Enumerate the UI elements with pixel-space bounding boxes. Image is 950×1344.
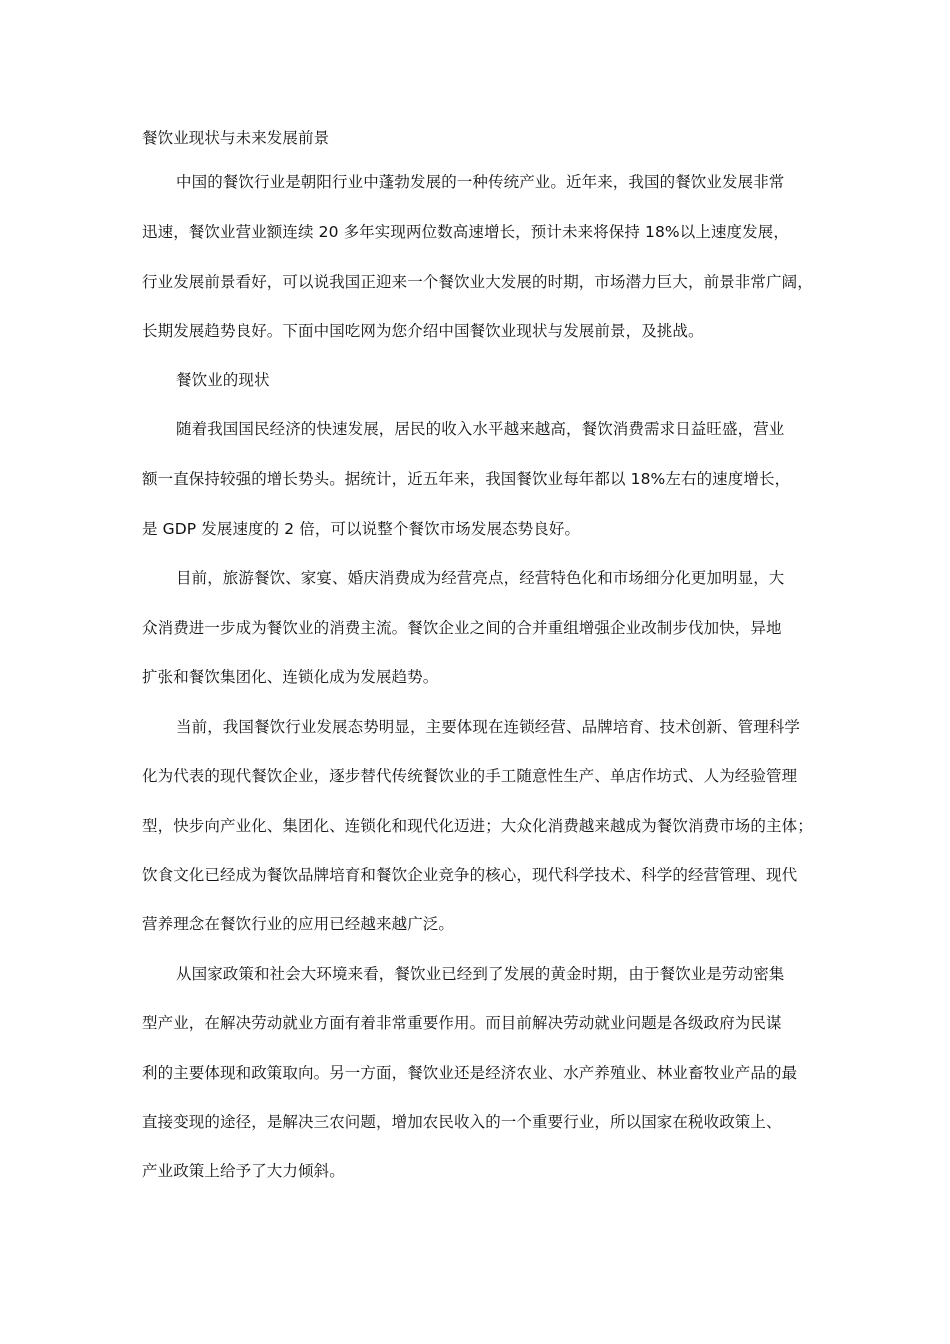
paragraph-line: 中国的餐饮行业是朝阳行业中蓬勃发展的一种传统产业。近年来，我国的餐饮业发展非常: [176, 173, 785, 191]
paragraph-line: 营养理念在餐饮行业的应用已经越来越广泛。: [142, 915, 455, 933]
paragraph-line: 利的主要体现和政策取向。另一方面，餐饮业还是经济农业、水产养殖业、林业畜牧业产品的最: [142, 1064, 798, 1082]
paragraph-line: 额一直保持较强的增长势头。据统计，近五年来，我国餐饮业每年都以 18%左右的速度增长，: [142, 470, 791, 488]
paragraph-line: 扩张和餐饮集团化、连锁化成为发展趋势。: [142, 668, 439, 686]
paragraph-line: 目前，旅游餐饮、家宴、婚庆消费成为经营亮点，经营特色化和市场细分化更加明显，大: [176, 569, 785, 587]
paragraph-line: 行业发展前景看好，可以说我国正迎来一个餐饮业大发展的时期，市场潜力巨大，前景非常广阔，: [142, 273, 813, 291]
paragraph-line: 型产业，在解决劳动就业方面有着非常重要作用。而目前解决劳动就业问题是各级政府为民谋: [142, 1014, 782, 1032]
paragraph-line: 随着我国国民经济的快速发展，居民的收入水平越来越高，餐饮消费需求日益旺盛，营业: [176, 420, 785, 438]
paragraph-line: 当前，我国餐饮行业发展态势明显，主要体现在连锁经营、品牌培育、技术创新、管理科学: [176, 718, 801, 736]
paragraph-line: 产业政策上给予了大力倾斜。: [142, 1162, 345, 1180]
paragraph-line: 直接变现的途径，是解决三农问题，增加农民收入的一个重要行业，所以国家在税收政策上、: [142, 1113, 782, 1131]
paragraph-line: 长期发展趋势良好。下面中国吃网为您介绍中国餐饮业现状与发展前景，及挑战。: [142, 322, 704, 340]
paragraph-line: 迅速，餐饮业营业额连续 20 多年实现两位数高速增长，预计未来将保持 18%以上速度发展，: [142, 223, 789, 241]
paragraph-line: 化为代表的现代餐饮企业，逐步替代传统餐饮业的手工随意性生产、单店作坊式、人为经验管理: [142, 767, 798, 785]
section-heading: 餐饮业的现状: [176, 371, 270, 389]
paragraph-line: 从国家政策和社会大环境来看，餐饮业已经到了发展的黄金时期，由于餐饮业是劳动密集: [176, 965, 785, 983]
paragraph-line: 型，快步向产业化、集团化、连锁化和现代化迈进；大众化消费越来越成为餐饮消费市场的主体；: [142, 817, 813, 835]
paragraph-line: 饮食文化已经成为餐饮品牌培育和餐饮企业竞争的核心，现代科学技术、科学的经营管理、现代: [142, 866, 798, 884]
paragraph-line: 众消费进一步成为餐饮业的消费主流。餐饮企业之间的合并重组增强企业改制步伐加快，异地: [142, 619, 782, 637]
paragraph-line: 是 GDP 发展速度的 2 倍，可以说整个餐饮市场发展态势良好。: [142, 520, 581, 538]
document-title: 餐饮业现状与未来发展前景: [142, 129, 330, 147]
